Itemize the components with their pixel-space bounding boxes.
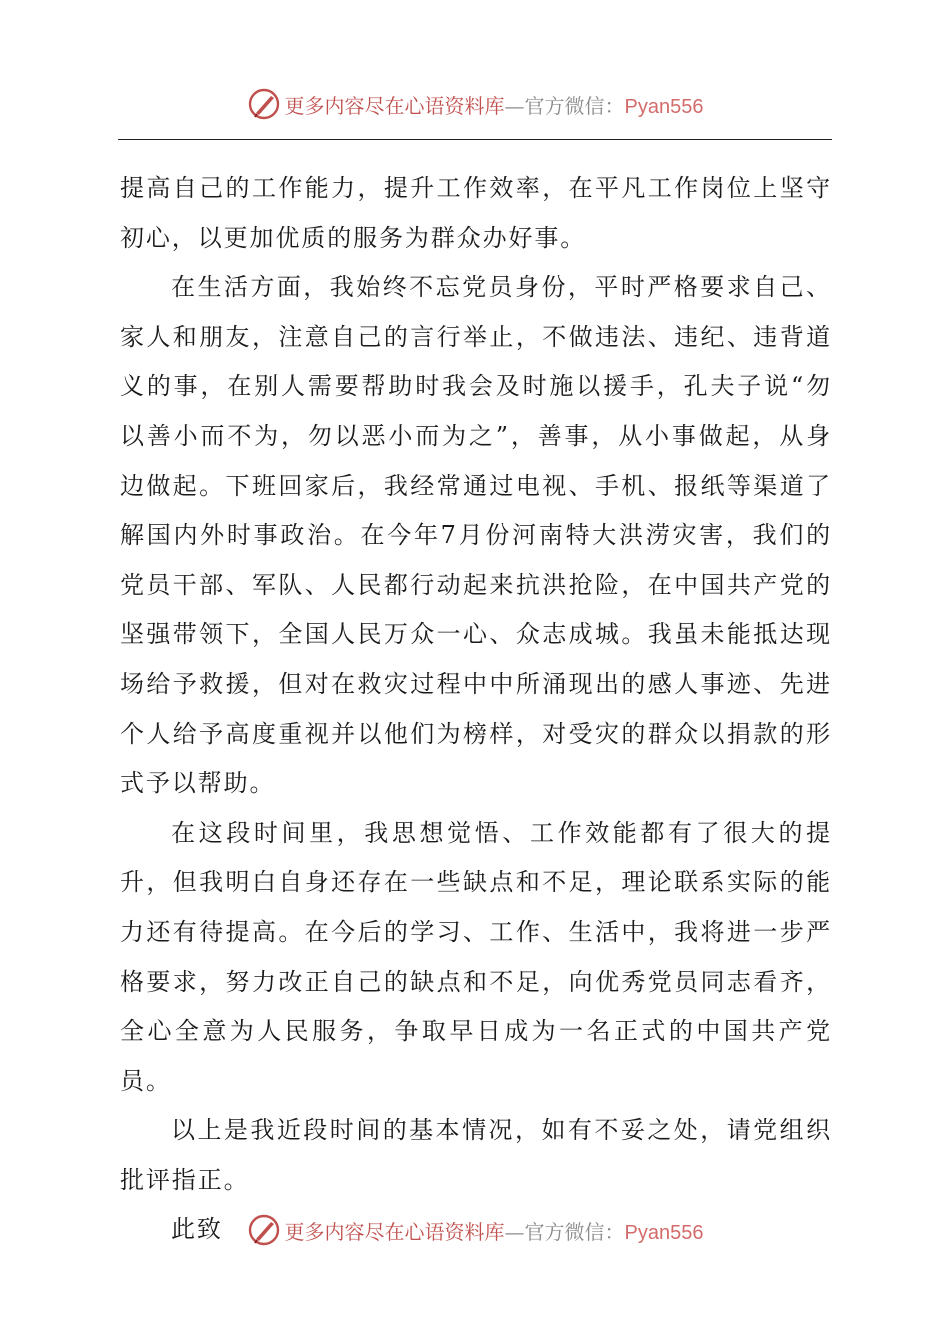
banner-dash: —: [504, 1219, 525, 1244]
banner-site-name: 更多内容尽在心语资料库: [284, 93, 505, 118]
paragraph-life: 在生活方面，我始终不忘党员身份，平时严格要求自己、家人和朋友，注意自己的言行举止，不做违法、违纪、违背道义的事，在别人需要帮助时我会及时施以援手，孔夫子说“勿以善小而不为，勿以恶小而为之”，善事，从小事做起，从身边做起。下班回家后，我经常通过电视、手机、报纸等渠道了解国内外时事政治。在今年7月份河南特大洪涝灾害，我们的党员干部、军队、人民都行动起来抗洪抢险，在中国共产党的坚强带领下，全国人民万众一心、众志成城。我虽未能抵达现场给予救援，但对在救灾过程中中所涌现出的感人事迹、先进个人给予高度重视并以他们为榜样，对受灾的群众以捐款的形式予以帮助。: [120, 273, 832, 798]
document-body: [120, 164, 832, 1255]
paragraph-salutation: 此致: [171, 1215, 223, 1244]
banner-dash: —: [504, 93, 525, 118]
header-divider: [118, 139, 832, 140]
quill-logo-icon: [247, 87, 281, 121]
paragraph-continuation: 提高自己的工作能力，提升工作效率，在平凡工作岗位上坚守初心，以更加优质的服务为群众办好事。: [120, 174, 832, 252]
paragraph-closing: 以上是我近段时间的基本情况，如有不妥之处，请党组织批评指正。: [120, 1116, 832, 1194]
paragraph-self-assessment: 在这段时间里，我思想觉悟、工作效能都有了很大的提升，但我明白自身还存在一些缺点和不足，理论联系实际的能力还有待提高。在今后的学习、工作、生活中，我将进一步严格要求，努力改正自己的缺点和不足，向优秀党员同志看齐，全心全意为人民服务，争取早日成为一名正式的中国共产党员。: [120, 818, 832, 1095]
banner-wechat-label: 官方微信：: [524, 1219, 625, 1244]
header-banner: [0, 84, 950, 124]
banner-wechat-id: Pyan556: [624, 95, 704, 118]
banner-wechat-id: Pyan556: [624, 1221, 704, 1244]
footer-banner: [0, 1210, 950, 1250]
quill-logo-icon: [247, 1213, 281, 1247]
banner-wechat-label: 官方微信：: [524, 93, 625, 118]
banner-site-name: 更多内容尽在心语资料库: [284, 1219, 505, 1244]
